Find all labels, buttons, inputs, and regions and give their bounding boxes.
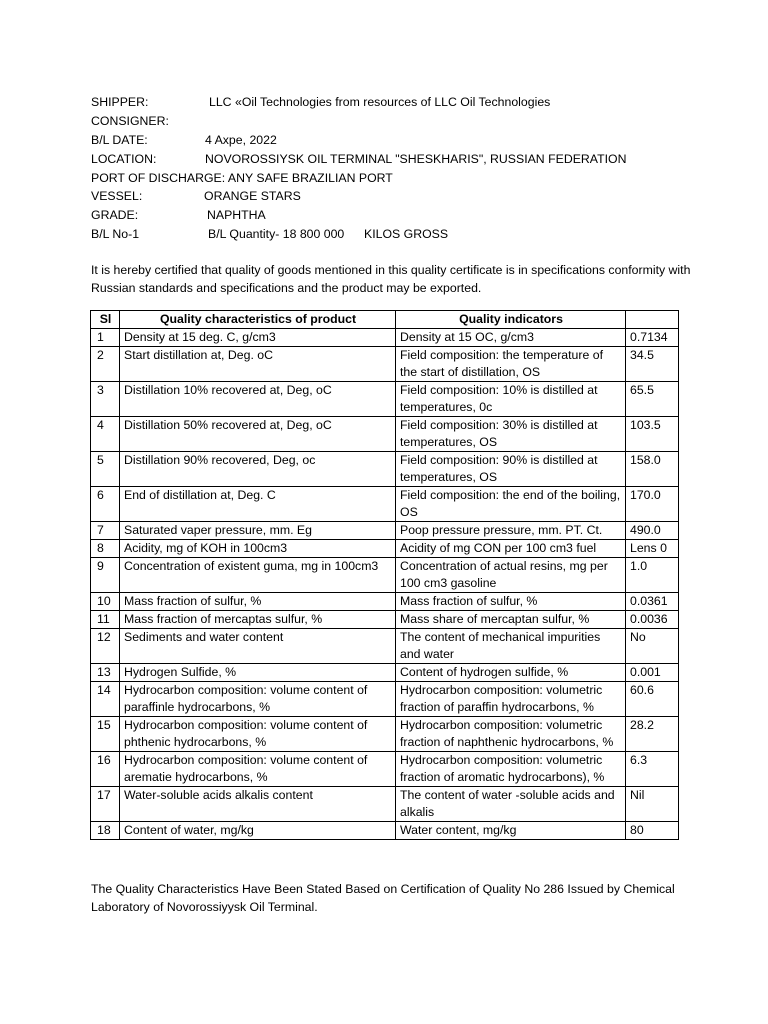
table-row	[91, 682, 679, 717]
row-characteristic: Water-soluble acids alkalis content	[120, 787, 396, 822]
row-sl: 2	[91, 347, 120, 382]
row-indicator: The content of mechanical impurities and water	[396, 629, 626, 664]
row-value: Nil	[626, 787, 679, 822]
table-row	[91, 787, 679, 822]
bl-number-row	[91, 225, 691, 244]
row-characteristic: Start distillation at, Deg. oC	[120, 347, 396, 382]
row-characteristic: End of distillation at, Deg. C	[120, 487, 396, 522]
row-sl: 1	[91, 329, 120, 347]
column-header-characteristics: Quality characteristics of product	[120, 311, 396, 329]
row-indicator: Poop pressure pressure, mm. PT. Ct.	[396, 522, 626, 540]
row-characteristic: Mass fraction of sulfur, %	[120, 593, 396, 611]
row-characteristic: Distillation 90% recovered, Deg, oc	[120, 452, 396, 487]
row-value: 0.0036	[626, 611, 679, 629]
row-value: 0.0361	[626, 593, 679, 611]
row-indicator: Field composition: the end of the boiling, OS	[396, 487, 626, 522]
row-indicator: Water content, mg/kg	[396, 822, 626, 840]
row-value: 0.7134	[626, 329, 679, 347]
table-header-row	[91, 311, 679, 329]
row-sl: 17	[91, 787, 120, 822]
row-indicator: Content of hydrogen sulfide, %	[396, 664, 626, 682]
row-value: No	[626, 629, 679, 664]
row-indicator: Field composition: 90% is distilled at temperatures, OS	[396, 452, 626, 487]
row-value: 0.001	[626, 664, 679, 682]
row-indicator: The content of water -soluble acids and alkalis	[396, 787, 626, 822]
row-indicator: Mass share of mercaptan sulfur, %	[396, 611, 626, 629]
shipper-label: SHIPPER:	[91, 95, 149, 109]
row-characteristic: Concentration of existent guma, mg in 100cm3	[120, 558, 396, 593]
table-row	[91, 417, 679, 452]
row-sl: 14	[91, 682, 120, 717]
port-row	[91, 169, 691, 188]
column-header-sl: Sl	[91, 311, 120, 329]
table-row	[91, 822, 679, 840]
row-characteristic: Saturated vaper pressure, mm. Eg	[120, 522, 396, 540]
row-value: 6.3	[626, 752, 679, 787]
location-row	[91, 150, 691, 169]
row-value: 490.0	[626, 522, 679, 540]
row-value: 28.2	[626, 717, 679, 752]
column-header-value	[626, 311, 679, 329]
vessel-label: VESSEL:	[91, 189, 143, 204]
shipper-row	[91, 93, 691, 112]
row-characteristic: Mass fraction of mercaptas sulfur, %	[120, 611, 396, 629]
row-indicator: Hydrocarbon composition: volumetric fraction of paraffin hydrocarbons, %	[396, 682, 626, 717]
row-sl: 16	[91, 752, 120, 787]
row-indicator: Concentration of actual resins, mg per 100 cm3 gasoline	[396, 558, 626, 593]
consigner-label: CONSIGNER:	[91, 113, 169, 128]
table-row	[91, 382, 679, 417]
bl-date-value: 4 Axpe, 2022	[205, 132, 277, 147]
row-characteristic: Distillation 10% recovered at, Deg, oC	[120, 382, 396, 417]
row-sl: 10	[91, 593, 120, 611]
row-value: 34.5	[626, 347, 679, 382]
row-sl: 9	[91, 558, 120, 593]
bl-date-row	[91, 131, 691, 150]
table-body	[91, 329, 679, 840]
table-row	[91, 629, 679, 664]
row-characteristic: Hydrocarbon composition: volume content of arematie hydrocarbons, %	[120, 752, 396, 787]
table-row	[91, 611, 679, 629]
row-indicator: Acidity of mg CON per 100 cm3 fuel	[396, 540, 626, 558]
table-row	[91, 487, 679, 522]
shipment-header	[91, 93, 691, 244]
row-indicator: Hydrocarbon composition: volumetric fraction of naphthenic hydrocarbons, %	[396, 717, 626, 752]
vessel-row	[91, 187, 691, 206]
row-sl: 6	[91, 487, 120, 522]
row-sl: 4	[91, 417, 120, 452]
grade-label: GRADE:	[91, 208, 139, 223]
shipper-value: LLC «Oil Technologies from resources of LLC Oil Technologies	[209, 95, 551, 109]
table-row	[91, 452, 679, 487]
certification-text: It is hereby certified that quality of goods mentioned in this quality certificate is in specifications conformity with Russian standards and specifications and the product may be exported.	[91, 263, 691, 295]
row-characteristic: Sediments and water content	[120, 629, 396, 664]
row-sl: 15	[91, 717, 120, 752]
table-row	[91, 558, 679, 593]
location-label: LOCATION:	[91, 151, 157, 166]
row-characteristic: Hydrogen Sulfide, %	[120, 664, 396, 682]
quality-table	[90, 310, 679, 840]
port-of-discharge: PORT OF DISCHARGE: ANY SAFE BRAZILIAN PORT	[91, 170, 393, 185]
row-sl: 7	[91, 522, 120, 540]
certification-statement	[91, 261, 691, 297]
row-sl: 11	[91, 611, 120, 629]
row-characteristic: Hydrocarbon composition: volume content of phthenic hydrocarbons, %	[120, 717, 396, 752]
vessel-value: ORANGE STARS	[204, 189, 301, 204]
table-row	[91, 522, 679, 540]
row-characteristic: Hydrocarbon composition: volume content of paraffinle hydrocarbons, %	[120, 682, 396, 717]
row-characteristic: Content of water, mg/kg	[120, 822, 396, 840]
consigner-row	[91, 112, 691, 131]
row-value: 65.5	[626, 382, 679, 417]
row-indicator: Field composition: the temperature of the start of distillation, OS	[396, 347, 626, 382]
row-value: Lens 0	[626, 540, 679, 558]
column-header-indicators: Quality indicators	[396, 311, 626, 329]
row-value: 158.0	[626, 452, 679, 487]
location-value: NOVOROSSIYSK OIL TERMINAL "SHESKHARIS", RUSSIAN FEDERATION	[205, 151, 627, 166]
row-characteristic: Acidity, mg of KOH in 100cm3	[120, 540, 396, 558]
row-indicator: Density at 15 OC, g/cm3	[396, 329, 626, 347]
grade-row	[91, 206, 691, 225]
table-row	[91, 347, 679, 382]
row-value: 60.6	[626, 682, 679, 717]
table-row	[91, 329, 679, 347]
row-indicator: Mass fraction of sulfur, %	[396, 593, 626, 611]
bl-quantity-unit: KILOS GROSS	[364, 227, 449, 242]
footer-note	[91, 880, 691, 916]
row-value: 170.0	[626, 487, 679, 522]
row-value: 80	[626, 822, 679, 840]
row-sl: 5	[91, 452, 120, 487]
table-row	[91, 717, 679, 752]
table-row	[91, 593, 679, 611]
footer-text: The Quality Characteristics Have Been Stated Based on Certification of Quality No 286 Issued by Chemical Laboratory of Novorossiyysk Oil Terminal.	[91, 882, 675, 914]
bl-quantity: B/L Quantity- 18 800 000	[208, 227, 345, 242]
row-indicator: Field composition: 10% is distilled at temperatures, 0c	[396, 382, 626, 417]
row-characteristic: Density at 15 deg. C, g/cm3	[120, 329, 396, 347]
grade-value: NAPHTHA	[207, 208, 266, 223]
row-sl: 18	[91, 822, 120, 840]
bl-number-label: B/L No-1	[91, 227, 140, 242]
table-row	[91, 752, 679, 787]
row-sl: 13	[91, 664, 120, 682]
row-value: 1.0	[626, 558, 679, 593]
row-indicator: Field composition: 30% is distilled at temperatures, OS	[396, 417, 626, 452]
table-row	[91, 540, 679, 558]
row-characteristic: Distillation 50% recovered at, Deg, oC	[120, 417, 396, 452]
bl-date-label: B/L DATE:	[91, 132, 148, 147]
row-sl: 8	[91, 540, 120, 558]
row-sl: 12	[91, 629, 120, 664]
row-value: 103.5	[626, 417, 679, 452]
row-indicator: Hydrocarbon composition: volumetric fraction of aromatic hydrocarbons), %	[396, 752, 626, 787]
table-row	[91, 664, 679, 682]
row-sl: 3	[91, 382, 120, 417]
